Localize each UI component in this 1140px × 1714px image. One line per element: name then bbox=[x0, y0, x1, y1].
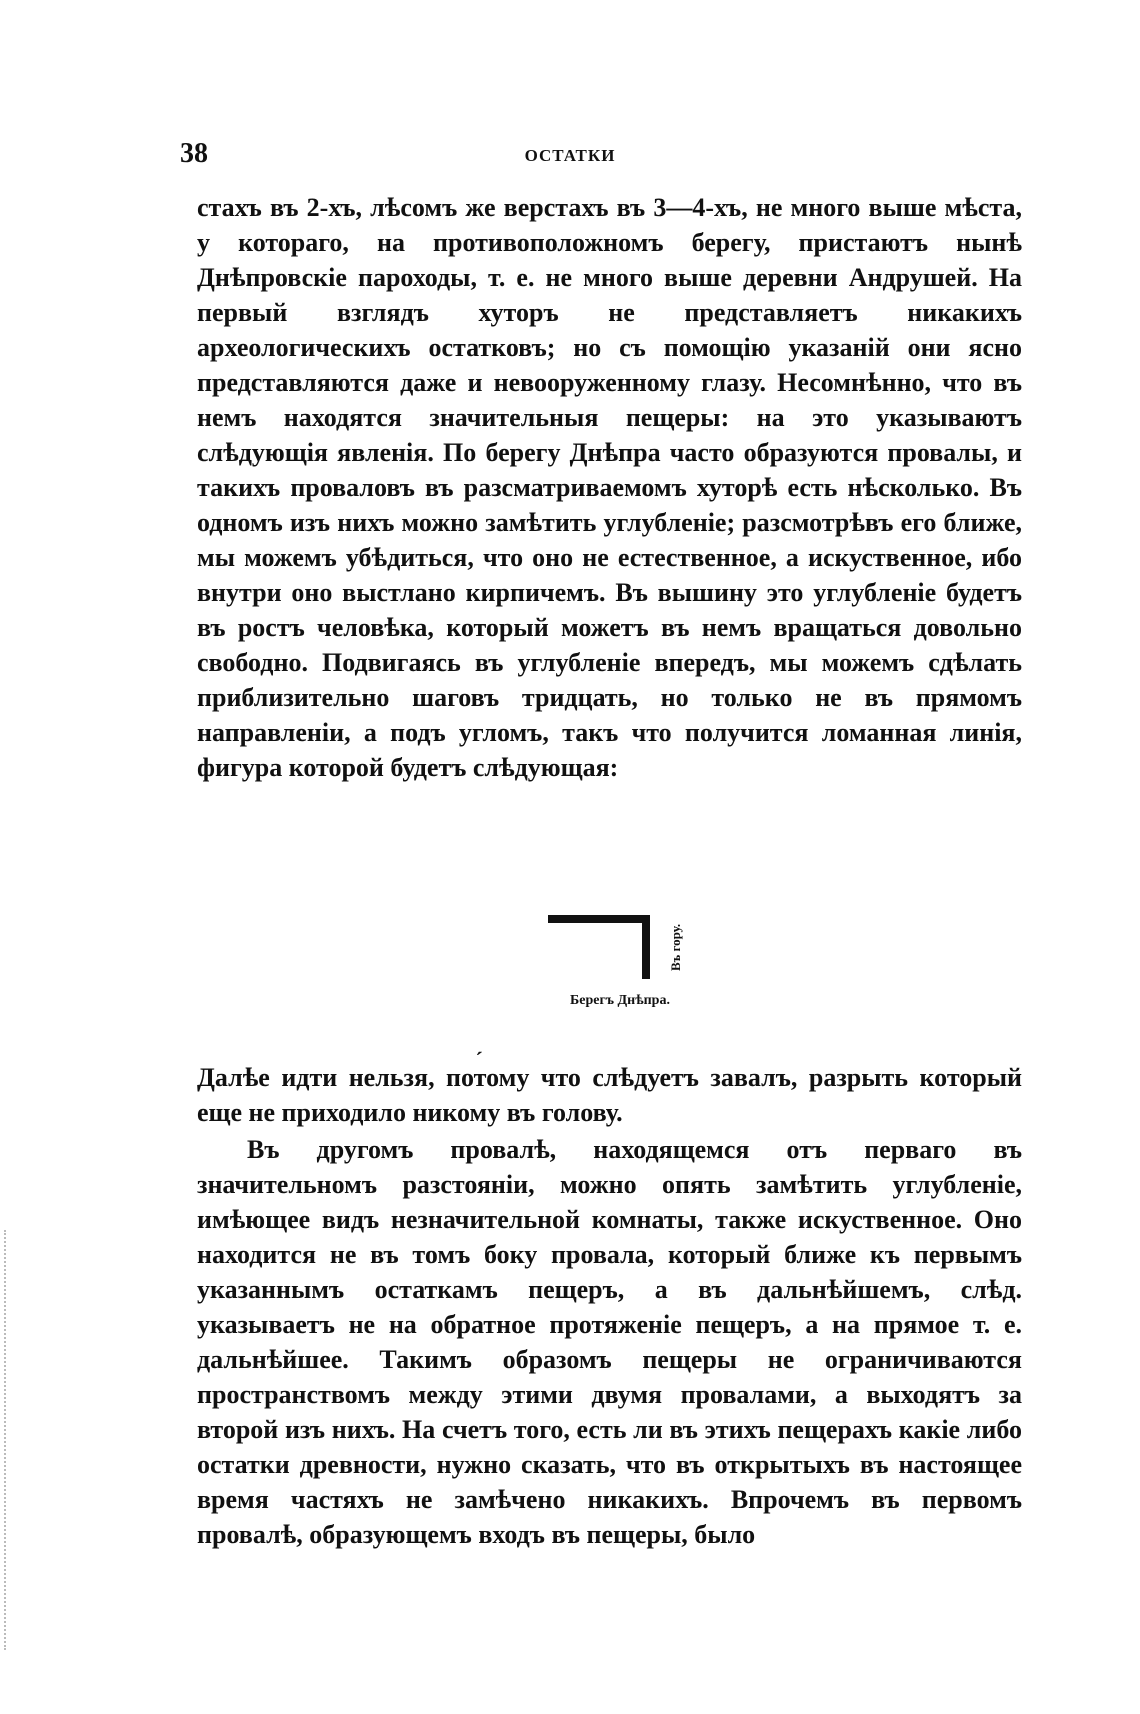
figure-vertical-line bbox=[642, 915, 650, 979]
stray-mark: ˏ bbox=[476, 1030, 484, 1055]
paragraph-2: Далѣе идти нельзя, потому что слѣдуетъ завалъ, разрыть который еще не приходило никому въ голову. bbox=[197, 1063, 1022, 1127]
figure-caption: Берегъ Днѣпра. bbox=[570, 993, 670, 1008]
running-head: ОСТАТКИ bbox=[524, 146, 616, 165]
page-number: 38 bbox=[180, 138, 208, 169]
margin-dots bbox=[4, 1230, 8, 1650]
figure-vertical-label: Въ гору. bbox=[668, 923, 683, 971]
paragraph-3: Въ другомъ провалѣ, находящемся отъ перваго въ значительномъ разстояніи, можно опять замѣтить углубленіе, имѣющее видъ незначительной комнаты, также искуственное. Оно находится не въ томъ боку провала, который ближе къ первымъ указаннымъ остаткамъ пещеръ, а въ дальнѣйшемъ, слѣд. указываетъ не на обратное протяженіе пещеръ, а на прямое т. е. дальнѣйшее. Такимъ образомъ пещеры не ограничиваются пространствомъ между этими двумя провалами, а выходятъ за второй изъ нихъ. На счетъ того, есть ли въ этихъ пещерахъ какіе либо остатки древности, нужно сказать, что въ открытыхъ въ настоящее время частяхъ не замѣчено никакихъ. Впрочемъ въ первомъ провалѣ, образующемъ входъ въ пещеры, было bbox=[197, 1135, 1022, 1549]
figure-horizontal-line bbox=[548, 915, 650, 923]
paragraph-1: стахъ въ 2-хъ, лѣсомъ же верстахъ въ 3—4-хъ, не много выше мѣста, у котораго, на противоположномъ берегу, пристаютъ нынѣ Днѣпровскіе пароходы, т. е. не много выше деревни Андрушей. На первый взглядъ хуторъ не представляетъ никакихъ археологическихъ остатковъ; но съ помощію указаній они ясно представляются даже и невооруженному глазу. Несомнѣнно, что въ немъ находятся значительныя пещеры: на это указываютъ слѣдующія явленія. По берегу Днѣпра часто образуются провалы, и такихъ проваловъ въ разсматриваемомъ хуторѣ есть нѣсколько. Въ одномъ изъ нихъ можно замѣтить углубленіе; разсмотрѣвъ его ближе, мы можемъ убѣдиться, что оно не естественное, а искуственное, ибо внутри оно выстлано кирпичемъ. Въ вышину это углубленіе будетъ въ ростъ человѣка, который можетъ въ немъ вращаться довольно свободно. Подвигаясь въ углубленіе впередъ, мы можемъ сдѣлать приблизительно шаговъ тридцать, но только не въ прямомъ направленіи, а подъ угломъ, такъ что получится ломанная линія, фигура которой будетъ слѣдующая: bbox=[197, 193, 1022, 782]
cave-figure bbox=[540, 905, 700, 1015]
